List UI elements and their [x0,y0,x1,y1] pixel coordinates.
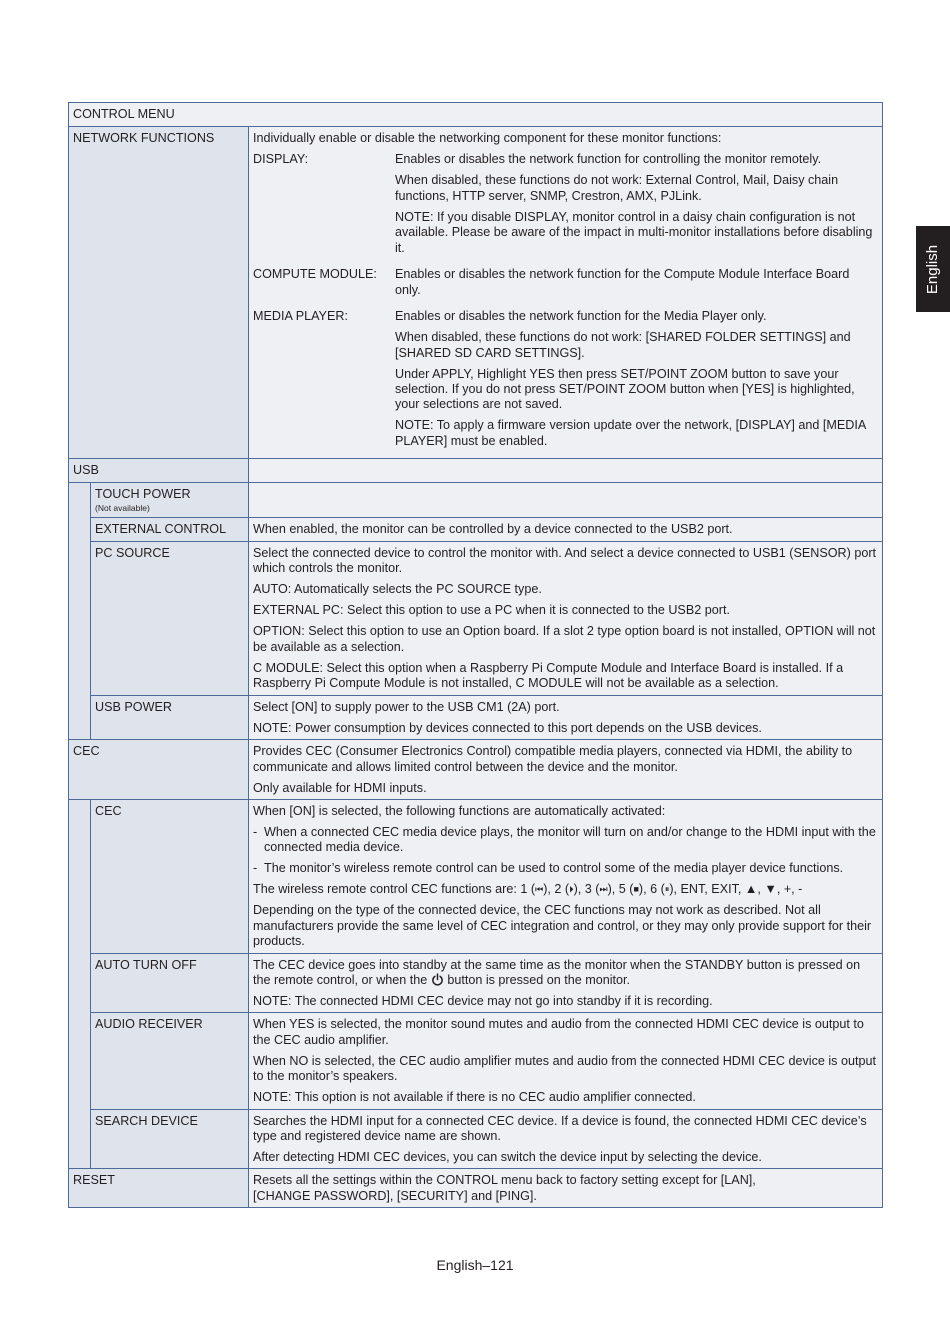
table-row [69,799,883,953]
cec-text: Only available for HDMI inputs. [253,780,427,795]
reset-label: RESET [69,1169,249,1208]
external-control-description: When enabled, the monitor can be controlled by a device connected to the USB2 port. [249,517,883,541]
stop-icon: ■ [633,884,639,895]
table-row [69,1013,883,1109]
cec-indent [69,799,91,1168]
auto-turn-off-description [249,953,883,1013]
cec-sub-text: When [ON] is selected, the following functions are automatically activated: [253,803,666,818]
search-device-label: SEARCH DEVICE [91,1109,249,1169]
touch-power-note: (Not available) [95,502,150,513]
display-term: DISPLAY: [253,152,309,167]
table-row [69,127,883,458]
search-device-text: After detecting HDMI CEC devices, you can switch the device input by selecting the device. [253,1149,762,1164]
bullet-dash: - [253,824,258,839]
audio-receiver-text: When NO is selected, the CEC audio amplifier mutes and audio from the connected HDMI CEC device is output to the monitor’s speakers. [253,1053,876,1084]
pc-source-text: OPTION: Select this option to use an Option board. If a slot 2 type option board is not installed, OPTION will not be available as a selection. [253,624,876,654]
usb-power-text: Select [ON] to supply power to the USB CM1 (2A) port. [253,699,560,714]
search-device-description [249,1109,883,1169]
compute-module-term: COMPUTE MODULE: [253,267,377,282]
table-header: CONTROL MENU [69,103,883,127]
compute-module-text: Enables or disables the network function for the Compute Module Interface Board only. [395,267,850,297]
media-player-text: Under APPLY, Highlight YES then press SET/POINT ZOOM button to save your selection. If you do not press SET/POINT ZOOM button when [YES] is highlighted, your selections are not saved. [395,366,855,412]
list-item [253,825,876,856]
network-intro: Individually enable or disable the networking component for these monitor functions: [253,131,722,146]
cec-sub-description [249,799,883,953]
reset-text: [CHANGE PASSWORD], [SECURITY] and [PING]. [253,1188,537,1203]
bullet-text: When a connected CEC media device plays, the monitor will turn on and/or change to the HDMI input with the connected media device. [264,824,876,855]
touch-power-title: TOUCH POWER [95,487,191,502]
external-control-label: EXTERNAL CONTROL [91,517,249,541]
media-player-note: NOTE: To apply a firmware version update over the network, [DISPLAY] and [MEDIA PLAYER] must be enabled. [395,418,866,448]
bullet-text: The monitor’s wireless remote control can be used to control some of the media player device functions. [264,861,844,876]
audio-receiver-description [249,1013,883,1109]
reset-text: Resets all the settings within the CONTROL menu back to factory setting except for [LAN], [253,1173,756,1188]
audio-receiver-label: AUDIO RECEIVER [91,1013,249,1109]
display-note: NOTE: If you disable DISPLAY, monitor control in a daisy chain configuration is not available. Please be aware of the impact in multi-monitor installations before disabling it. [395,209,873,255]
usb-label: USB [69,458,249,482]
usb-power-note: NOTE: Power consumption by devices connected to this port depends on the USB devices. [253,720,762,735]
usb-indent [69,483,91,740]
display-text: Enables or disables the network function for controlling the monitor remotely. [395,152,822,167]
table-row [69,740,883,800]
cec-functions-text: The wireless remote control CEC functions are: 1 (⏮), 2 (⏵), 3 (⏭), 5 (■), 6 (⏸), ENT, EXIT, ▲, ▼, +, - [253,882,803,897]
cec-sub-text: Depending on the type of the connected device, the CEC functions may not work as described. Not all manufacturers provide the same level of CEC integration and control, or they may only provide support for their products. [253,903,872,949]
touch-power-label [91,483,249,517]
page-number: English–121 [436,1257,514,1273]
control-menu-table [68,102,883,1208]
table-header-row [69,103,883,127]
auto-turn-off-label: AUTO TURN OFF [91,953,249,1013]
usb-power-description [249,695,883,739]
side-tab-label: English [924,244,942,294]
pc-source-description [249,542,883,696]
play-icon: ⏵ [569,884,574,895]
network-functions-description [249,127,883,458]
usb-description [249,458,883,482]
usb-power-label: USB POWER [91,695,249,739]
cec-text: Provides CEC (Consumer Electronics Control) compatible media players, connected via HDMI, the ability to communicate and allows limited control between the device and the monitor. [253,744,853,774]
cec-sub-label: CEC [91,799,249,953]
auto-turn-off-text: The CEC device goes into standby at the same time as the monitor when the STANDBY button is pressed on the remote control, or when the button is pressed on the monitor. [253,957,861,987]
bullet-dash: - [253,861,258,876]
pause-icon: ⏸ [664,884,670,895]
auto-turn-off-note: NOTE: The connected HDMI CEC device may not go into standby if it is recording. [253,993,713,1008]
next-icon: ⏭ [599,884,608,895]
table-row [69,1169,883,1208]
cec-description [249,740,883,800]
table-row [69,483,883,517]
reset-description [249,1169,883,1208]
media-player-text: Enables or disables the network function for the Media Player only. [395,309,767,324]
network-functions-label: NETWORK FUNCTIONS [69,127,249,458]
touch-power-description [249,483,883,517]
language-side-tab [916,226,950,312]
previous-icon: ⏮ [535,884,544,895]
pc-source-text: EXTERNAL PC: Select this option to use a PC when it is connected to the USB2 port. [253,603,730,618]
audio-receiver-note: NOTE: This option is not available if there is no CEC audio amplifier connected. [253,1090,696,1105]
display-definition [253,152,876,261]
media-player-term: MEDIA PLAYER: [253,309,348,324]
display-text: When disabled, these functions do not work: External Control, Mail, Daisy chain functions, HTTP server, SNMP, Crestron, AMX, PJLink. [395,173,839,203]
table-row [69,695,883,739]
pc-source-label: PC SOURCE [91,542,249,696]
compute-module-definition [253,267,876,303]
media-player-text: When disabled, these functions do not work: [SHARED FOLDER SETTINGS] and [SHARED SD CARD SETTINGS]. [395,330,851,360]
media-player-definition [253,309,876,455]
pc-source-text: AUTO: Automatically selects the PC SOURCE type. [253,582,542,597]
table-row [69,517,883,541]
table-row [69,458,883,482]
table-row [69,953,883,1013]
table-row [69,1109,883,1169]
pc-source-text: Select the connected device to control the monitor with. And select a device connected to USB1 (SENSOR) port which controls the monitor. [253,546,877,576]
search-device-text: Searches the HDMI input for a connected CEC device. If a device is found, the connected HDMI CEC device’s type and registered device name are shown. [253,1113,867,1143]
cec-label: CEC [69,740,249,800]
power-icon [431,973,444,986]
audio-receiver-text: When YES is selected, the monitor sound mutes and audio from the connected HDMI CEC device is output to the CEC audio amplifier. [253,1017,864,1047]
pc-source-text: C MODULE: Select this option when a Raspberry Pi Compute Module and Interface Board is installed. If a Raspberry Pi Compute Module is not installed, C MODULE will not be available as a selection. [253,660,844,691]
list-item [253,861,876,876]
table-row [69,542,883,696]
